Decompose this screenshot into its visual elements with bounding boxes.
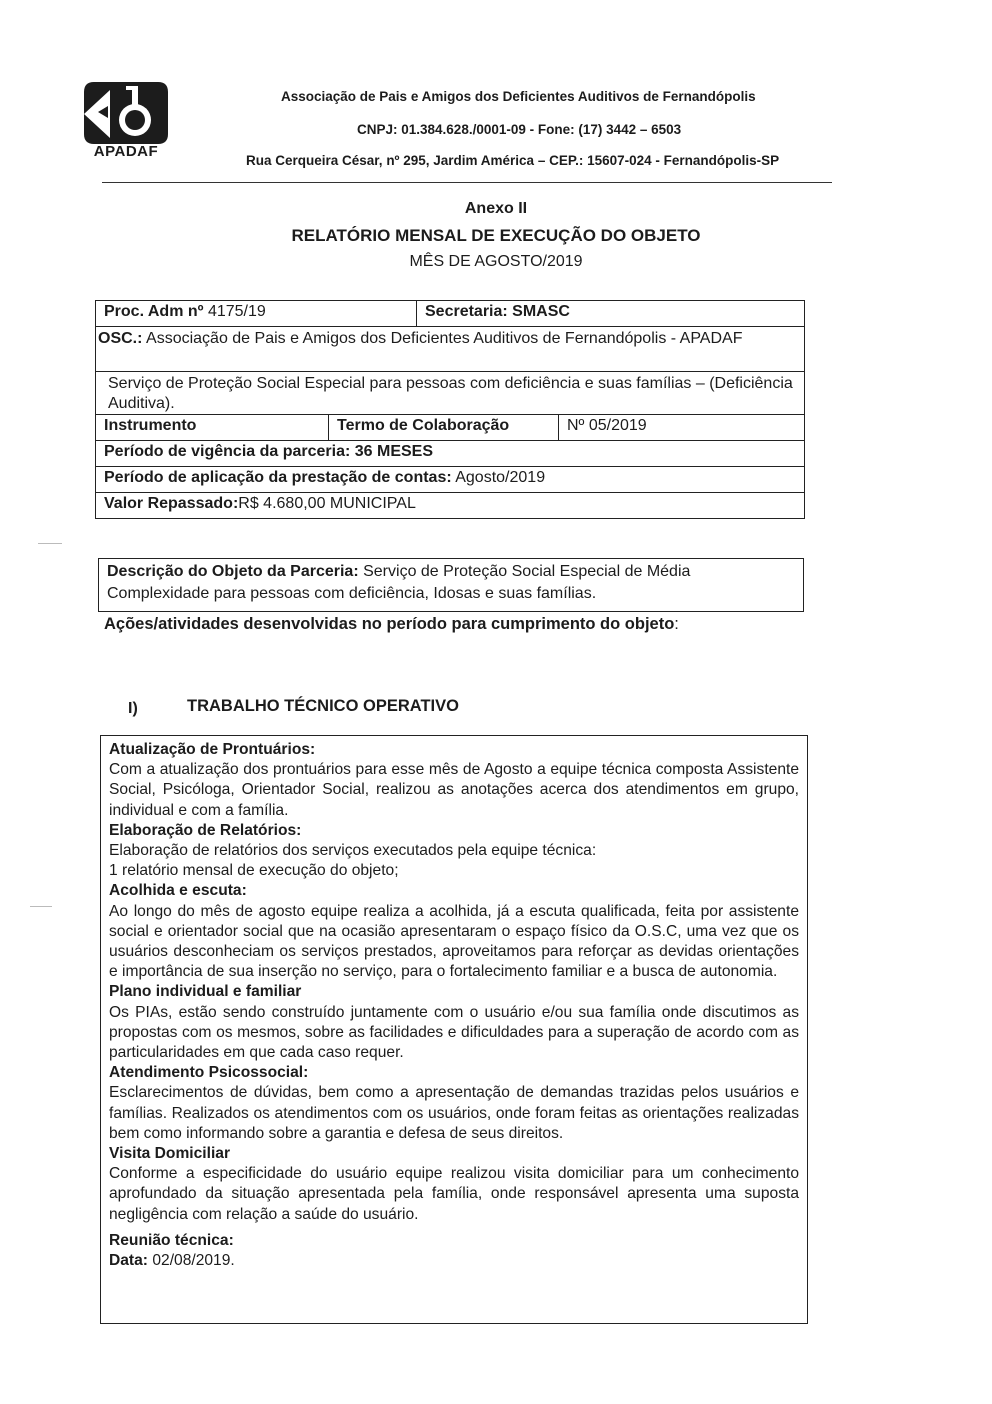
vigencia-row [96, 440, 804, 466]
instrumento-label: Instrumento [104, 417, 197, 434]
description-label: Descrição do Objeto da Parceria: [107, 563, 359, 580]
osc-value: Associação de Pais e Amigos dos Deficientes Auditivos de Fernandópolis - APADAF [146, 330, 743, 347]
proc-label: Proc. Adm nº [104, 303, 204, 320]
text-relatorios-1: Elaboração de relatórios dos serviços executados pela equipe técnica: [109, 842, 597, 860]
service-text: Serviço de Proteção Social Especial para pessoas com deficiência e suas famílias – (Deficiência Auditiva). [108, 375, 793, 412]
valor-row [96, 492, 804, 518]
valor-value: R$ 4.680,00 MUNICIPAL [238, 495, 416, 512]
text-plano: Os PIAs, estão sendo construído juntamente com o usuário e/ou sua família onde discutimos as propostas com os mesmos, sobre as facilidades e dificuldades para a superação de acordo com as particularidades em que cada caso requer. [109, 1003, 799, 1062]
heading-prontuarios: Atualização de Prontuários: [109, 741, 316, 758]
heading-psicossocial: Atendimento Psicossocial: [109, 1064, 309, 1082]
logo-text: APADAF [93, 143, 159, 160]
annex-title: Anexo II [464, 200, 528, 217]
scan-mark [38, 543, 62, 544]
date-value: 02/08/2019. [152, 1252, 235, 1270]
text-visita: Conforme a especificidade do usuário equipe realizou visita domiciliar para um conhecimento aprofundado da situação apresentada pela família, onde responsável apresenta uma suposta negligência com relação a saúde do usuário. [109, 1165, 799, 1223]
heading-reuniao: Reunião técnica: [109, 1231, 234, 1249]
proc-value: 4175/19 [207, 303, 266, 320]
text-psicossocial: Esclarecimentos de dúvidas, bem como a apresentação de demandas trazidas pelos usuários e famílias. Realizados os atendimentos com os usuários, onde foram feitas as orientações realizadas bem como informando sobre a garantia e defesa de seus direitos. [109, 1084, 799, 1142]
scan-mark [30, 906, 52, 907]
date-label: Data: [109, 1252, 148, 1270]
service-row [96, 371, 804, 414]
valor-label: Valor Repassado: [104, 495, 239, 512]
heading-relatorios: Elaboração de Relatórios: [109, 821, 302, 839]
section-number: I) [128, 700, 138, 717]
heading-visita: Visita Domiciliar [109, 1145, 231, 1163]
aplicacao-value: Agosto/2019 [455, 469, 546, 486]
aplicacao-label: Período de aplicação da prestação de contas: [104, 469, 452, 486]
proc-row [96, 301, 804, 326]
actions-colon: : [674, 615, 679, 633]
actions-label: Ações/atividades desenvolvidas no período para cumprimento do objeto [104, 615, 675, 633]
org-name: Associação de Pais e Amigos dos Deficientes Auditivos de Fernandópolis [281, 89, 756, 104]
text-prontuarios: Com a atualização dos prontuários para esse mês de Agosto a equipe técnica composta Assistente Social, Psicóloga, Orientador Social, realizou as anotações acerca dos atendimentos em grupo, individual e com a família. [109, 761, 799, 819]
report-title: RELATÓRIO MENSAL DE EXECUÇÃO DO OBJETO [291, 226, 701, 245]
heading-acolhida: Acolhida e escuta: [109, 882, 247, 900]
report-month: MÊS DE AGOSTO/2019 [409, 253, 583, 270]
meeting-date [109, 1251, 799, 1271]
description-box [98, 558, 804, 612]
osc-label: OSC.: [98, 330, 143, 347]
numero-value: Nº 05/2019 [558, 415, 804, 440]
header-divider [102, 182, 832, 183]
cnpj-line: CNPJ: 01.384.628./0001-09 - Fone: (17) 3442 – 6503 [357, 122, 682, 137]
instrumento-row [96, 414, 804, 440]
text-relatorios-2: 1 relatório mensal de execução do objeto; [109, 862, 399, 880]
vigencia-text: Período de vigência da parceria: 36 MESES [104, 443, 434, 460]
section-title: TRABALHO TÉCNICO OPERATIVO [187, 697, 459, 715]
termo-label: Termo de Colaboração [328, 415, 559, 440]
text-acolhida: Ao longo do mês de agosto equipe realiza a acolhida, já a escuta qualificada, feita por assistente social e orientador social que na ocasião apresentaram o espaço físico da O.S.C, uma vez que os usuários desconheciam os serviços prestados, aproveitamos para reforçar as devidas orientações e importância de sua inserção no serviço, para o fortalecimento familiar e a busca de autonomia. [109, 902, 799, 981]
secretaria-cell: Secretaria: SMASC [416, 301, 804, 326]
actions-heading [104, 615, 679, 634]
info-table [95, 300, 805, 519]
ear-logo-icon [80, 78, 172, 148]
description-text: Serviço de Proteção Social Especial de Média Complexidade para pessoas com deficiência, Idosas e suas famílias. [107, 563, 691, 602]
osc-row [96, 326, 804, 371]
address-line: Rua Cerqueira César, nº 295, Jardim América – CEP.: 15607-024 - Fernandópolis-SP [246, 153, 780, 168]
technical-work-box [100, 735, 808, 1324]
aplicacao-row [96, 466, 804, 492]
heading-plano: Plano individual e familiar [109, 983, 302, 1001]
